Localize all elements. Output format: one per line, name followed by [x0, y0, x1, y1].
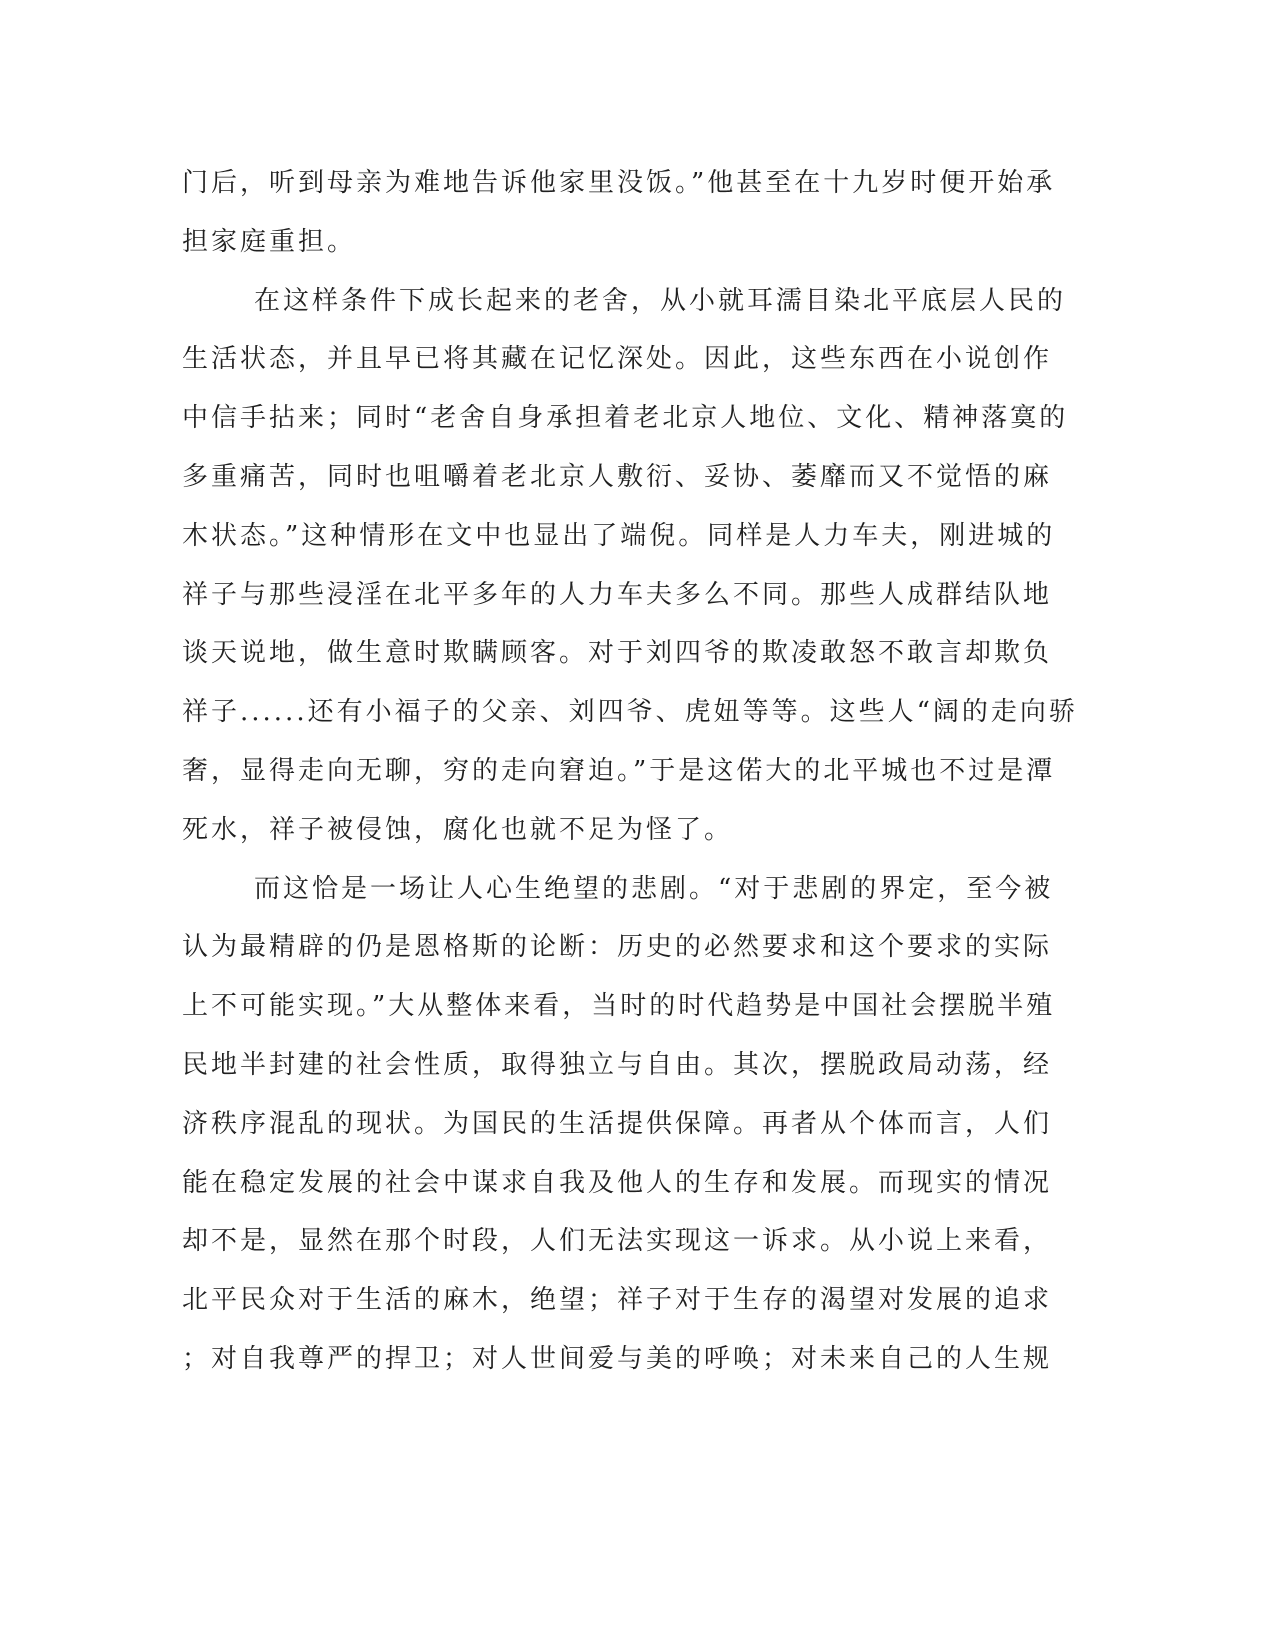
text-line: 谈天说地，做生意时欺瞒顾客。对于刘四爷的欺凌敢怒不敢言却欺负	[182, 638, 1053, 669]
text-line: 门后，听到母亲为难地告诉他家里没饭。”他甚至在十九岁时便开始承	[182, 168, 1056, 198]
text-line: 多重痛苦，同时也咀嚼着老北京人敷衍、妥协、萎靡而又不觉悟的麻	[182, 461, 1053, 492]
text-line: 济秩序混乱的现状。为国民的生活提供保障。再者从个体而言，人们	[182, 1108, 1053, 1139]
text-line: 北平民众对于生活的麻木，绝望；祥子对于生存的渴望对发展的追求	[182, 1285, 1053, 1316]
text-line: 上不可能实现。”大从整体来看，当时的时代趋势是中国社会摆脱半殖	[182, 991, 1056, 1022]
body-text	[182, 154, 1078, 1389]
text-line: 担家庭重担。	[182, 226, 357, 257]
text-line: 生活状态，并且早已将其藏在记忆深处。因此，这些东西在小说创作	[182, 344, 1053, 375]
text-line: 奢，显得走向无聊，穷的走向窘迫。”于是这偌大的北平城也不过是潭	[182, 755, 1056, 786]
text-line: 能在稳定发展的社会中谋求自我及他人的生存和发展。而现实的情况	[182, 1167, 1053, 1198]
text-line: 祥子与那些浸淫在北平多年的人力车夫多么不同。那些人成群结队地	[182, 579, 1053, 610]
text-line: ；对自我尊严的捍卫；对人世间爱与美的呼唤；对未来自己的人生规	[182, 1343, 1053, 1374]
text-line: 认为最精辟的仍是恩格斯的论断：历史的必然要求和这个要求的实际	[182, 932, 1053, 963]
text-line: 木状态。”这种情形在文中也显出了端倪。同样是人力车夫，刚进城的	[182, 520, 1056, 551]
text-line: 民地半封建的社会性质，取得独立与自由。其次，摆脱政局动荡，经	[182, 1049, 1053, 1080]
paragraph-start-line: 而这恰是一场让人心生绝望的悲剧。“对于悲剧的界定，至今被	[254, 873, 1054, 904]
paragraph-start-line: 在这样条件下成长起来的老舍，从小就耳濡目染北平底层人民的	[254, 285, 1067, 316]
text-line: 中信手拈来；同时“老舍自身承担着老北京人地位、文化、精神落寞的	[182, 403, 1069, 434]
text-line: 却不是，显然在那个时段，人们无法实现这一诉求。从小说上来看，	[182, 1226, 1053, 1257]
text-line: 祥子......还有小福子的父亲、刘四爷、虎妞等等。这些人“阔的走向骄	[182, 697, 1078, 728]
text-line: 死水，祥子被侵蚀，腐化也就不足为怪了。	[182, 814, 734, 845]
